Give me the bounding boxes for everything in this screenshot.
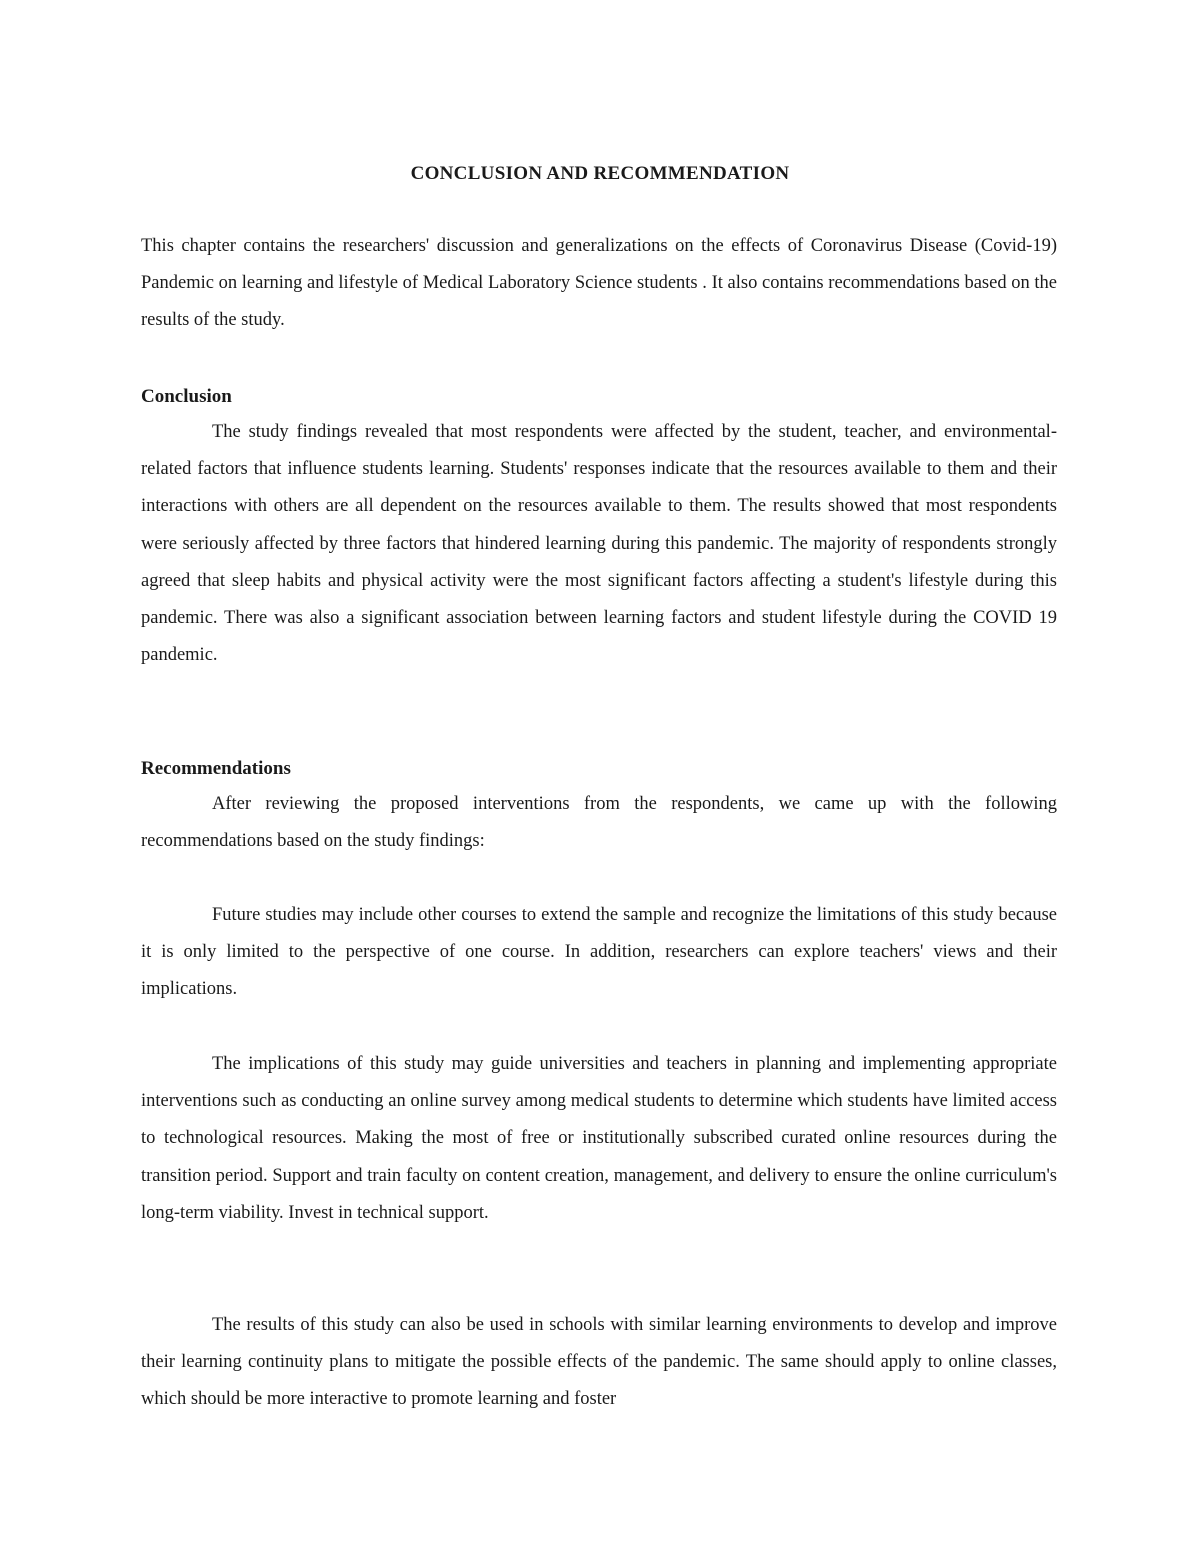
conclusion-paragraph: The study findings revealed that most respondents were affected by the student, teacher, and environmental-related factors that influence students learning. Students' responses indicate that the resources available to them and their interactions with others are all dependent on the resources available to them. The results showed that most respondents were seriously affected by three factors that hindered learning during this pandemic. The majority of respondents strongly agreed that sleep habits and physical activity were the most significant factors affecting a student's lifestyle during this pandemic. There was also a significant association between learning factors and student lifestyle during the COVID 19 pandemic. (141, 422, 1057, 666)
page-title: CONCLUSION AND RECOMMENDATION (410, 163, 790, 184)
recommendation-paragraph-1: Future studies may include other courses to extend the sample and recognize the limitations of this study because it is only limited to the perspective of one course. In addition, researchers can explore teachers' views and their implications. (141, 905, 1057, 1000)
intro-paragraph: This chapter contains the researchers' discussion and generalizations on the effects of Coronavirus Disease (Covid-19) Pandemic on learning and lifestyle of Medical Laboratory Science students . It also contains recommendations based on the results of the study. (141, 236, 1057, 331)
recommendation-paragraph-2: The implications of this study may guide universities and teachers in planning and implementing appropriate interventions such as conducting an online survey among medical students to determine which students have limited access to technological resources. Making the most of free or institutionally subscribed curated online resources during the transition period. Support and train faculty on content creation, management, and delivery to ensure the online curriculum's long-term viability. Invest in technical support. (141, 1054, 1057, 1223)
recommendations-intro-paragraph: After reviewing the proposed interventions from the respondents, we came up with the following recommendations based on the study findings: (141, 794, 1057, 852)
recommendations-heading: Recommendations (141, 758, 291, 779)
recommendation-paragraph-3: The results of this study can also be used in schools with similar learning environments to develop and improve their learning continuity plans to mitigate the possible effects of the pandemic. The same should apply to online classes, which should be more interactive to promote learning and foster (141, 1315, 1057, 1410)
conclusion-heading: Conclusion (141, 386, 232, 407)
